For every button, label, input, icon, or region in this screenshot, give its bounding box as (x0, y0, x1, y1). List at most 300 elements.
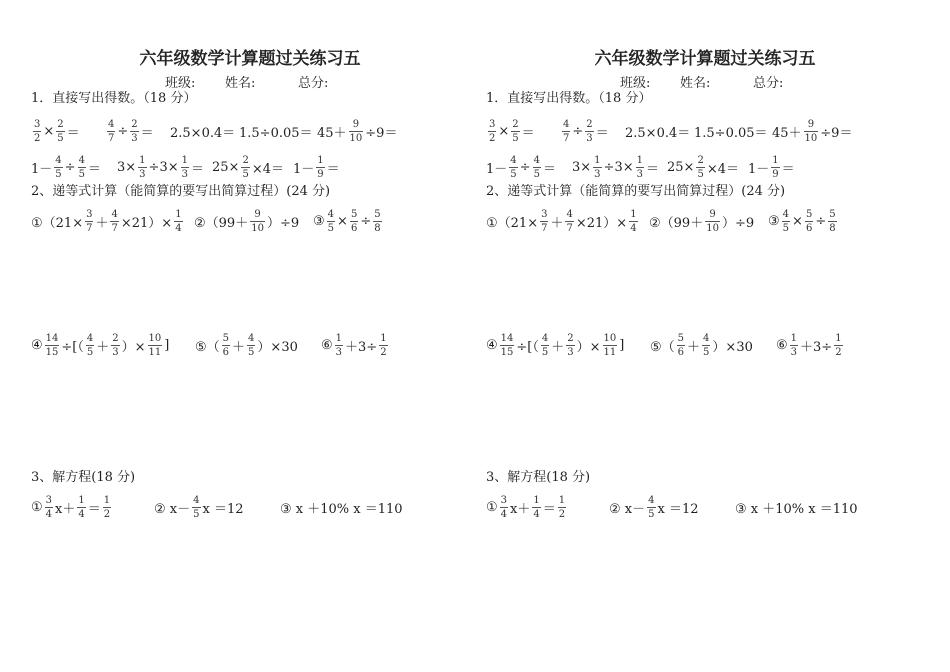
denominator: 11 (603, 346, 617, 358)
fraction-bar (834, 345, 842, 346)
problem-4a (486, 328, 624, 362)
problem-row-4 (486, 328, 926, 362)
numerator: 5 (677, 332, 685, 344)
fraction-bar (541, 345, 549, 346)
fraction (705, 209, 720, 234)
equation-3 (280, 490, 403, 524)
expression-text: 1.5÷0.05＝ (694, 125, 768, 141)
fraction-bar (629, 221, 637, 222)
fraction (350, 209, 358, 234)
fraction-bar (647, 507, 655, 508)
section-3-heading: 3、解方程(18 分) (31, 470, 136, 485)
expression-text: 1.5÷0.05＝ (239, 125, 313, 141)
fraction (782, 209, 790, 234)
numerator: 9 (254, 208, 261, 220)
problem-3a (486, 204, 640, 238)
expression-text: ② x－ (154, 501, 191, 517)
denominator: 3 (112, 346, 119, 358)
fraction-bar (327, 221, 335, 222)
fraction-bar (350, 221, 358, 222)
numerator: 2 (57, 118, 64, 130)
numerator: 1 (103, 494, 111, 506)
fraction-bar (828, 221, 836, 222)
fraction (181, 155, 189, 180)
numerator: 2 (586, 118, 593, 130)
numerator: 3 (45, 494, 53, 506)
expression-text: ③ (313, 213, 325, 229)
problem-2d (748, 150, 795, 184)
fraction (532, 495, 540, 520)
expression-text: ÷9＝ (820, 125, 853, 141)
denominator: 4 (630, 222, 637, 234)
fraction (771, 155, 779, 180)
problem-4a (31, 328, 169, 362)
numerator: 9 (352, 118, 360, 130)
numerator: 1 (181, 154, 188, 166)
fraction (828, 209, 836, 234)
numerator: 1 (533, 494, 540, 506)
numerator: 10 (603, 332, 617, 344)
denominator: 2 (558, 508, 566, 520)
numerator: 1 (772, 154, 779, 166)
expression-text: 1－ (293, 161, 315, 177)
numerator: 4 (533, 154, 540, 166)
fraction-bar (558, 507, 566, 508)
fraction-bar (593, 167, 601, 168)
expression-text: ＝ (521, 125, 535, 141)
class-label: 班级: (620, 76, 651, 91)
denominator: 6 (805, 222, 813, 234)
fraction-bar (241, 167, 249, 168)
expression-text: 1－ (748, 161, 770, 177)
section-1-heading: 1．直接写出得数。（18 分） (486, 91, 652, 106)
numerator: 4 (703, 332, 710, 344)
expression-text: x ＝12 (202, 501, 244, 517)
problem-1e (317, 114, 397, 148)
denominator: 3 (335, 346, 343, 358)
problem-3c (313, 204, 384, 238)
expression-text: ÷ (815, 213, 827, 229)
expression-text: ＝ (190, 161, 204, 177)
denominator: 7 (86, 222, 93, 234)
denominator: 5 (248, 346, 255, 358)
expression-text: × (337, 213, 348, 229)
expression-text: ×4＝ (706, 161, 739, 177)
fraction (647, 495, 655, 520)
fraction (533, 155, 541, 180)
equation-1 (486, 490, 568, 524)
expression-text: ②（99＋ (649, 215, 704, 231)
fraction (56, 119, 64, 144)
fraction (107, 119, 115, 144)
numerator: 3 (500, 494, 508, 506)
expression-text: ÷ (572, 123, 584, 139)
denominator: 2 (835, 346, 842, 358)
fraction (509, 155, 517, 180)
expression-text: 2.5×0.4＝ (170, 125, 236, 141)
fraction (174, 209, 182, 234)
problem-1d (694, 114, 768, 148)
expression-text: ③ (768, 213, 780, 229)
fraction (702, 333, 710, 358)
fraction-bar (111, 345, 119, 346)
denominator: 5 (86, 346, 94, 358)
numerator: 1 (630, 208, 637, 220)
expression-text: 25× (212, 159, 240, 175)
denominator: 5 (541, 346, 549, 358)
numerator: 3 (489, 118, 496, 130)
numerator: 4 (510, 154, 517, 166)
expression-text: ⑤（ (650, 339, 675, 355)
fraction (45, 495, 53, 520)
numerator: 1 (175, 208, 182, 220)
expression-text: ×21）× (120, 215, 173, 231)
denominator: 2 (380, 346, 387, 358)
numerator: 4 (327, 208, 335, 220)
fraction-bar (85, 221, 93, 222)
expression-text: ÷ (64, 159, 76, 175)
problem-1b (105, 114, 154, 148)
problem-1c (170, 114, 235, 148)
fraction-bar (56, 131, 64, 132)
denominator: 6 (222, 346, 230, 358)
fraction-bar (532, 507, 540, 508)
expression-text: ÷3× (148, 159, 179, 175)
numerator: 4 (193, 494, 200, 506)
fraction (78, 155, 86, 180)
expression-text: 2.5×0.4＝ (625, 125, 691, 141)
problem-1a (31, 114, 80, 148)
fraction-bar (148, 345, 163, 346)
fraction (241, 155, 249, 180)
denominator: 2 (489, 132, 496, 144)
expression-text: ÷3× (603, 159, 634, 175)
equation-2 (154, 490, 244, 524)
numerator: 1 (335, 332, 343, 344)
expression-text: ＝ (781, 161, 795, 177)
fraction (790, 333, 798, 358)
fraction-bar (805, 221, 813, 222)
problem-3c (768, 204, 839, 238)
fraction (379, 333, 387, 358)
problem-3b (194, 204, 299, 238)
numerator: 3 (86, 208, 93, 220)
problem-1b (560, 114, 609, 148)
expression-text: ＝ (87, 161, 101, 177)
fraction (558, 495, 566, 520)
fraction-bar (500, 507, 508, 508)
problem-row-5 (31, 490, 471, 524)
expression-text: 3× (117, 159, 137, 175)
fraction-bar (511, 131, 519, 132)
fraction-bar (45, 507, 53, 508)
problem-row-3 (31, 204, 471, 238)
fraction (677, 333, 685, 358)
fraction (327, 209, 335, 234)
fraction (192, 495, 200, 520)
expression-text: × (792, 213, 803, 229)
fraction-bar (192, 507, 200, 508)
class-label: 班级: (165, 76, 196, 91)
numerator: 1 (558, 494, 566, 506)
fraction (804, 119, 819, 144)
denominator: 10 (804, 132, 818, 144)
problem-row-2 (486, 150, 926, 184)
expression-text: ）× (576, 339, 601, 355)
expression-text: 1－ (486, 161, 508, 177)
numerator: 4 (86, 332, 94, 344)
numerator: 2 (512, 118, 519, 130)
fraction (636, 155, 644, 180)
problem-4c (321, 328, 390, 362)
numerator: 9 (807, 118, 815, 130)
fraction (45, 333, 60, 358)
expression-text: ⑥ (321, 337, 333, 353)
expression-text: ① (486, 499, 498, 515)
fraction (373, 209, 381, 234)
numerator: 1 (139, 154, 146, 166)
expression-text: ＝ (595, 125, 609, 141)
numerator: 9 (709, 208, 716, 220)
expression-text: ] (164, 337, 170, 353)
section-2-heading: 2、递等式计算（能简算的要写出简算过程）(24 分) (486, 184, 786, 199)
fraction-bar (565, 221, 573, 222)
expression-text: ÷ (519, 159, 531, 175)
fraction-bar (379, 345, 387, 346)
denominator: 3 (586, 132, 593, 144)
denominator: 3 (567, 346, 574, 358)
fraction (77, 495, 85, 520)
denominator: 5 (242, 168, 249, 180)
fraction (316, 155, 324, 180)
fraction (54, 155, 62, 180)
expression-text: x＋ (510, 501, 531, 517)
denominator: 8 (374, 222, 381, 234)
fraction (349, 119, 364, 144)
fraction (566, 333, 574, 358)
fraction-bar (790, 345, 798, 346)
section-3-heading: 3、解方程(18 分) (486, 470, 591, 485)
fraction (110, 209, 118, 234)
expression-text: ＝ (66, 125, 80, 141)
expression-text: ⑥ (776, 337, 788, 353)
fraction-bar (540, 221, 548, 222)
fraction (247, 333, 255, 358)
fraction (696, 155, 704, 180)
fraction (103, 495, 111, 520)
denominator: 15 (500, 346, 514, 358)
numerator: 5 (350, 208, 358, 220)
denominator: 5 (510, 168, 517, 180)
problem-row-1 (486, 114, 926, 148)
fraction-bar (696, 167, 704, 168)
fraction (500, 333, 515, 358)
fraction (540, 209, 548, 234)
problem-1d (239, 114, 313, 148)
numerator: 4 (563, 118, 570, 130)
numerator: 3 (34, 118, 41, 130)
numerator: 10 (148, 332, 162, 344)
denominator: 5 (327, 222, 335, 234)
fraction (629, 209, 637, 234)
numerator: 4 (248, 332, 255, 344)
expression-text: ①（21× (31, 215, 84, 231)
denominator: 5 (648, 508, 655, 520)
fraction (148, 333, 163, 358)
numerator: 5 (805, 208, 813, 220)
expression-text: ⑤（ (195, 339, 220, 355)
problem-2d (293, 150, 340, 184)
fraction-bar (603, 345, 618, 346)
problem-row-5 (486, 490, 926, 524)
expression-text: ＝ (645, 161, 659, 177)
denominator: 7 (541, 222, 548, 234)
expression-text: ＝ (542, 161, 556, 177)
expression-text: 45＋ (317, 125, 347, 141)
name-label: 姓名: (680, 76, 711, 91)
expression-text: ] (619, 337, 625, 353)
denominator: 3 (594, 168, 601, 180)
denominator: 4 (175, 222, 182, 234)
numerator: 4 (541, 332, 549, 344)
numerator: 2 (697, 154, 704, 166)
denominator: 3 (139, 168, 146, 180)
numerator: 4 (108, 118, 115, 130)
expression-text: 3× (572, 159, 592, 175)
fraction-bar (533, 167, 541, 168)
expression-text: ＋3÷ (800, 339, 833, 355)
fraction-bar (222, 345, 230, 346)
problem-2a (31, 150, 101, 184)
denominator: 5 (193, 508, 200, 520)
name-label: 姓名: (225, 76, 256, 91)
section-2-heading: 2、递等式计算（能简算的要写出简算过程）(24 分) (31, 184, 331, 199)
denominator: 4 (533, 508, 540, 520)
denominator: 5 (512, 132, 519, 144)
problem-row-1 (31, 114, 471, 148)
fraction-bar (138, 167, 146, 168)
denominator: 6 (677, 346, 685, 358)
expression-text: ②（99＋ (194, 215, 249, 231)
denominator: 15 (45, 346, 59, 358)
expression-text: ×21）× (575, 215, 628, 231)
numerator: 5 (374, 208, 381, 220)
fraction (85, 209, 93, 234)
denominator: 8 (829, 222, 836, 234)
fraction (138, 155, 146, 180)
expression-text: 1－ (31, 161, 53, 177)
fraction (250, 209, 265, 234)
fraction (511, 119, 519, 144)
numerator: 1 (636, 154, 643, 166)
problem-2c (667, 150, 739, 184)
problem-row-4 (31, 328, 471, 362)
fraction-bar (335, 345, 343, 346)
expression-text: ÷ (360, 213, 372, 229)
denominator: 5 (703, 346, 710, 358)
denominator: 2 (34, 132, 41, 144)
problem-4b (650, 328, 753, 362)
numerator: 14 (45, 332, 59, 344)
numerator: 1 (317, 154, 324, 166)
expression-text: ×4＝ (251, 161, 284, 177)
fraction-bar (86, 345, 94, 346)
numerator: 1 (78, 494, 85, 506)
fraction-bar (771, 167, 779, 168)
denominator: 3 (131, 132, 138, 144)
problem-2b (572, 150, 659, 184)
denominator: 9 (772, 168, 779, 180)
fraction-bar (316, 167, 324, 168)
numerator: 2 (242, 154, 249, 166)
fraction-bar (562, 131, 570, 132)
denominator: 6 (350, 222, 358, 234)
problem-4b (195, 328, 298, 362)
problem-3a (31, 204, 185, 238)
expression-text: ① (31, 499, 43, 515)
denominator: 4 (78, 508, 85, 520)
fraction-bar (174, 221, 182, 222)
section-1-heading: 1．直接写出得数。（18 分） (31, 91, 197, 106)
expression-text: × (498, 123, 510, 139)
expression-text: ）÷9 (266, 215, 300, 231)
fraction (500, 495, 508, 520)
denominator: 5 (782, 222, 790, 234)
expression-text: ÷[（ (516, 339, 539, 355)
fraction-bar (45, 345, 60, 346)
fraction-bar (782, 221, 790, 222)
expression-text: 25× (667, 159, 695, 175)
numerator: 2 (567, 332, 574, 344)
expression-text: × (43, 123, 55, 139)
worksheet-title: 六年级数学计算题过关练习五 (594, 49, 816, 69)
equation-3 (735, 490, 858, 524)
problem-row-2 (31, 150, 471, 184)
fraction-bar (349, 131, 364, 132)
expression-text: ＋ (687, 339, 701, 355)
numerator: 5 (222, 332, 230, 344)
expression-text: ①（21× (486, 215, 539, 231)
expression-text: ④ (486, 337, 498, 353)
fraction (805, 209, 813, 234)
fraction-bar (78, 167, 86, 168)
fraction-bar (500, 345, 515, 346)
problem-1c (625, 114, 690, 148)
fraction (130, 119, 138, 144)
numerator: 1 (594, 154, 601, 166)
fraction (565, 209, 573, 234)
fraction-bar (566, 345, 574, 346)
fraction (86, 333, 94, 358)
fraction-bar (677, 345, 685, 346)
fraction-bar (130, 131, 138, 132)
equation-2 (609, 490, 699, 524)
expression-text: ＋ (95, 215, 109, 231)
expression-text: ＝ (140, 125, 154, 141)
fraction-bar (181, 167, 189, 168)
fraction (111, 333, 119, 358)
denominator: 5 (533, 168, 540, 180)
fraction-bar (110, 221, 118, 222)
numerator: 4 (78, 154, 85, 166)
fraction-bar (373, 221, 381, 222)
expression-text: 45＋ (772, 125, 802, 141)
denominator: 7 (111, 222, 118, 234)
fraction-bar (636, 167, 644, 168)
numerator: 4 (648, 494, 655, 506)
problem-1a (486, 114, 535, 148)
fraction-bar (54, 167, 62, 168)
